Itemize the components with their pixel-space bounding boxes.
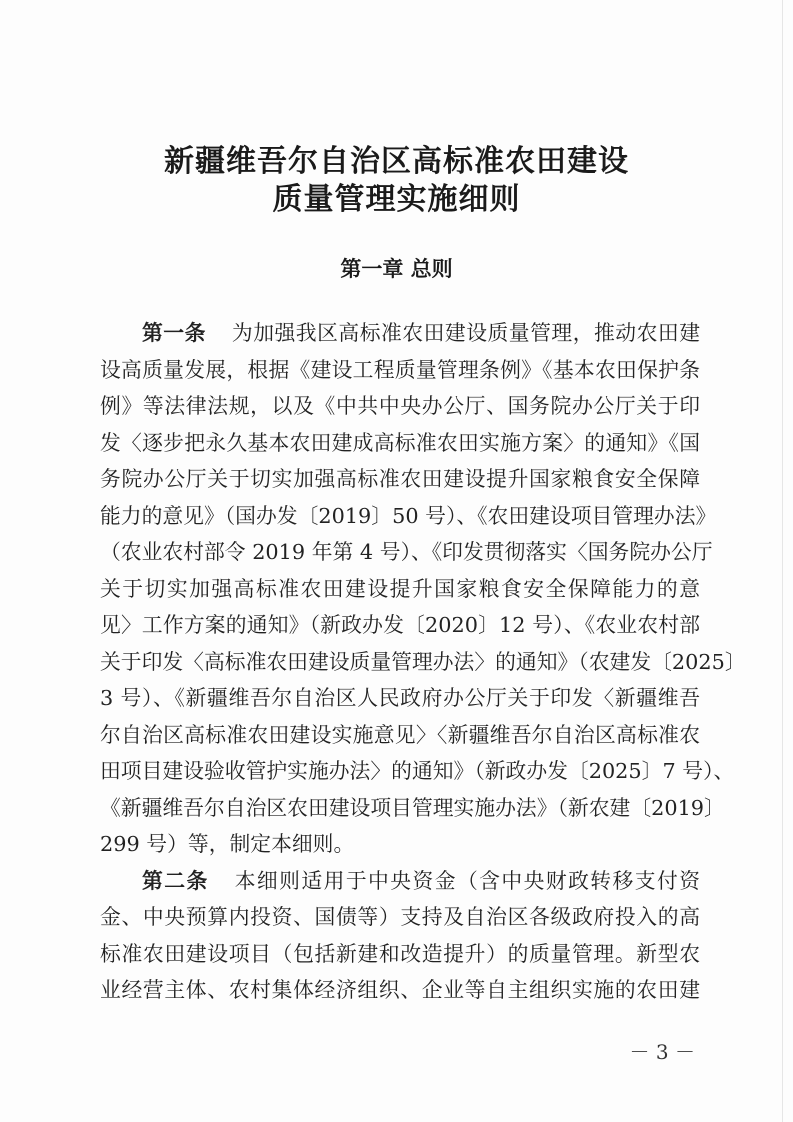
article-1-line-7: （农业农村部令 2019 年第 4 号）、《印发贯彻落实〈国务院办公厅 <box>100 540 713 564</box>
chapter-heading: 第一章 总则 <box>340 257 453 281</box>
article-2-label: 第二条 <box>142 868 209 893</box>
article-2-line-1 <box>100 863 700 900</box>
document-body <box>100 315 746 1009</box>
article-1-line-11: 3 号）、《新疆维吾尔自治区人民政府办公厅关于印发〈新疆维吾 <box>100 686 700 710</box>
article-1-line-2: 设高质量发展，根据《建设工程质量管理条例》《基本农田保护条 <box>100 357 700 382</box>
article-1-line-9: 见〉工作方案的通知》（新政办发〔2020〕12 号）、《农业农村部 <box>100 613 700 637</box>
article-1-line-13: 田项目建设验收管护实施办法〉的通知》（新政办发〔2025〕7 号）、 <box>100 759 735 783</box>
article-1-line-14: 《新疆维吾尔自治区农田建设项目管理实施办法》（新农建〔2019〕 <box>100 795 725 820</box>
article-2-line-2: 金、中央预算内投资、国债等）支持及自治区各级政府投入的高 <box>100 905 700 929</box>
article-2-text: 本细则适用于中央资金（含中央财政转移支付资 <box>234 868 701 893</box>
document-title-line-1: 新疆维吾尔自治区高标准农田建设 <box>164 144 629 179</box>
article-2-line-3: 标准农田建设项目（包括新建和改造提升）的质量管理。新型农 <box>100 941 700 966</box>
article-1-line-6: 能力的意见》（国办发〔2019〕50 号）、《农田建设项目管理办法》 <box>100 503 717 528</box>
article-1-line-8: 关于切实加强高标准农田建设提升国家粮食安全保障能力的意 <box>100 576 700 601</box>
article-1-label: 第一条 <box>142 321 206 345</box>
article-1-line-4: 发〈逐步把永久基本农田建成高标准农田实施方案〉的通知》《国 <box>100 430 700 455</box>
article-1-text: 为加强我区高标准农田建设质量管理，推动农田建 <box>231 321 701 345</box>
article-1-line-15: 299 号）等，制定本细则。 <box>100 832 355 856</box>
article-1-line-5: 务院办公厅关于切实加强高标准农田建设提升国家粮食安全保障 <box>100 467 700 491</box>
document-title-line-2: 质量管理实施细则 <box>272 182 521 217</box>
article-1-line-12: 尔自治区高标准农田建设实施意见〉〈新疆维吾尔自治区高标准农 <box>100 722 700 747</box>
article-2-line-4: 业经营主体、农村集体经济组织、企业等自主组织实施的农田建 <box>100 978 700 1002</box>
article-1-line-3: 例》等法律法规，以及《中共中央办公厅、国务院办公厅关于印 <box>100 394 700 418</box>
article-1-line-10: 关于印发〈高标准农田建设质量管理办法〉的通知》（农建发〔2025〕 <box>100 649 746 674</box>
article-1-line-1 <box>100 315 700 352</box>
page-number: － 3 － <box>629 1040 695 1064</box>
